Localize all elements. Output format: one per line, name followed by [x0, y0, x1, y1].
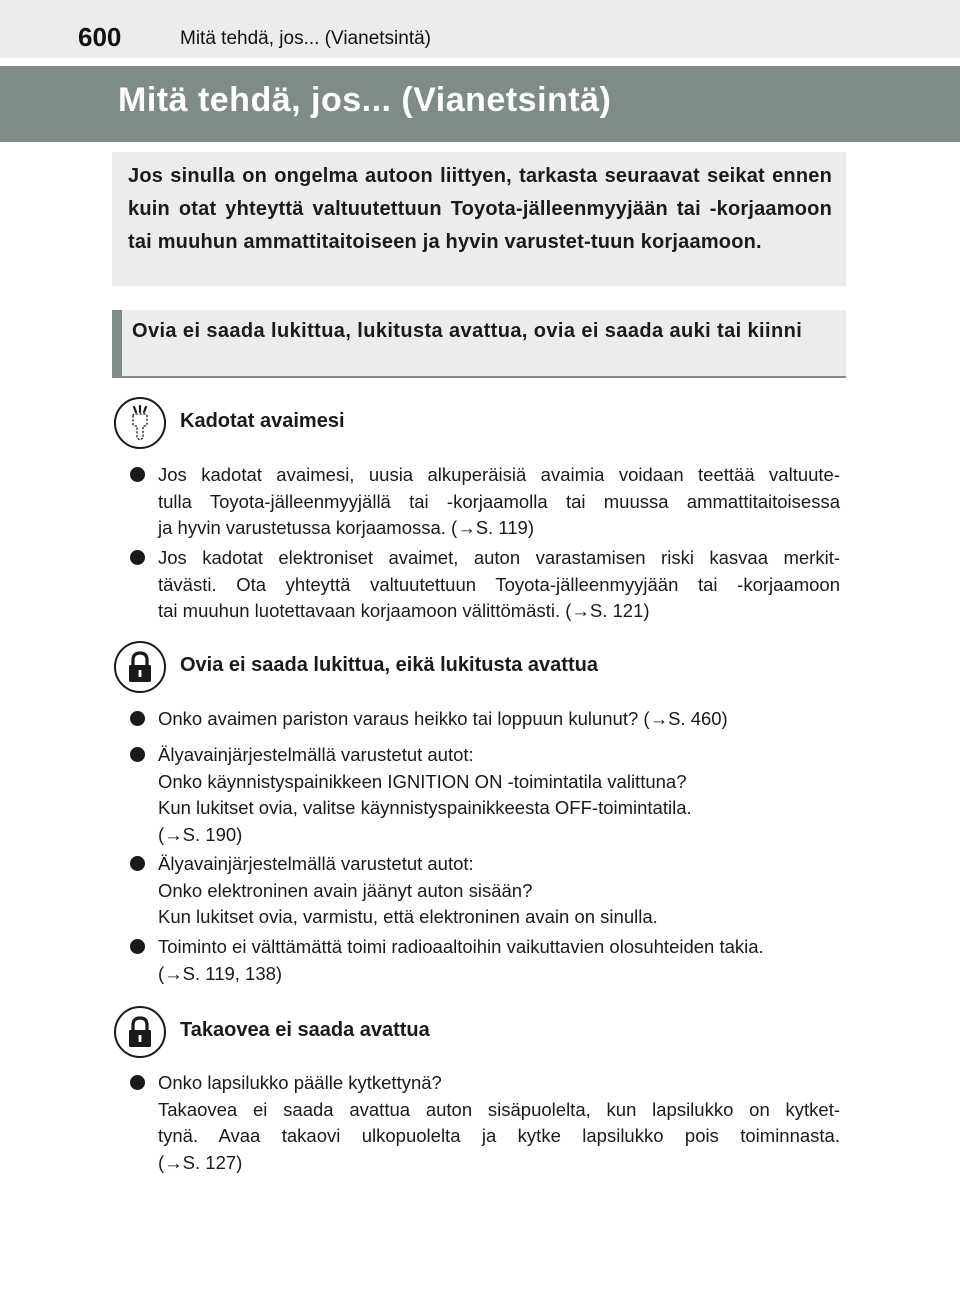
bullet-dot — [130, 747, 145, 762]
subsection-heading-lost-keys: Kadotat avaimesi — [180, 410, 345, 432]
lost-key-icon — [114, 397, 166, 449]
bullet-line: Onko elektroninen avain jäänyt auton sisään? — [158, 879, 533, 901]
list-item — [130, 706, 840, 733]
section-heading-box — [112, 310, 846, 378]
bullet-line: Kun lukitset ovia, varmistu, että elektroninen avain on sinulla. — [158, 906, 658, 927]
padlock-icon — [114, 1006, 166, 1058]
list-item — [130, 545, 840, 625]
bullet-line: (→S. 119, 138) — [158, 962, 283, 984]
bullet-dot — [130, 856, 145, 871]
bullet-line: Kun lukitset ovia, valitse käynnistyspainikkeesta OFF-toimintatila. — [158, 797, 692, 818]
bullet-line: (→S. 190) — [158, 823, 243, 845]
subsection-heading-rear-door: Takaovea ei saada avattua — [180, 1019, 430, 1041]
bullet-line: tulla Toyota-jälleenmyyjällä tai -korjaamolla tai muussa ammattitaitoisessa — [158, 490, 840, 512]
list-item — [130, 742, 840, 848]
subsection-heading-doors: Ovia ei saada lukittua, eikä lukitusta avattua — [180, 654, 598, 676]
bullet-line: Toiminto ei välttämättä toimi radioaaltoihin vaikuttavien olosuhteiden takia. — [158, 936, 764, 957]
bullet-dot — [130, 1075, 145, 1090]
bullet-line: (→S. 127) — [158, 1151, 243, 1173]
bullet-dot — [130, 939, 145, 954]
bullet-dot — [130, 550, 145, 565]
bullet-line: tävästi. Ota yhteyttä valtuutettuun Toyota-jälleenmyyjään tai -korjaamoon — [158, 573, 840, 595]
list-item — [130, 934, 840, 987]
list-item — [130, 851, 840, 931]
bullet-line: Jos kadotat elektroniset avaimet, auton varastamisen riski kasvaa merkit- — [158, 547, 840, 568]
page-title: Mitä tehdä, jos... (Vianetsintä) — [118, 81, 612, 119]
bullet-dot — [130, 711, 145, 726]
bullet-line: Älyavainjärjestelmällä varustetut autot: — [158, 853, 474, 874]
bullet-dot — [130, 467, 145, 482]
bullet-line: Onko lapsilukko päälle kytkettynä? — [158, 1072, 442, 1093]
bullet-line: tynä. Avaa takaovi ulkopuolelta ja kytke lapsilukko pois toiminnasta. — [158, 1125, 840, 1146]
padlock-icon — [114, 641, 166, 693]
bullet-line: Onko käynnistyspainikkeen IGNITION ON -toimintatila valittuna? — [158, 770, 687, 792]
section-heading: Ovia ei saada lukittua, lukitusta avattua, ovia ei saada auki tai kiinni — [132, 320, 803, 342]
list-item — [130, 1070, 840, 1176]
bullet-line: Onko avaimen pariston varaus heikko tai loppuun kulunut? (→S. 460) — [158, 708, 728, 729]
page-header-bar — [0, 0, 960, 58]
bullet-line: tai muuhun luotettavaan korjaamoon välittömästi. (→S. 121) — [158, 600, 650, 621]
intro-box — [112, 152, 846, 286]
bullet-line: Jos kadotat avaimesi, uusia alkuperäisiä avaimia voidaan teettää valtuute- — [158, 464, 840, 485]
page-number: 600 — [78, 22, 122, 52]
intro-text: Jos sinulla on ongelma autoon liittyen, tarkasta seuraavat seikat ennen kuin otat yhteyttä valtuutettuun Toyota-jälleenmyyjään tai -korjaamoon tai muuhun ammattitaitoiseen ja hyvin varustet-tuun korjaamoon. — [128, 165, 832, 253]
bullet-line: ja hyvin varustetussa korjaamossa. (→S. 119) — [158, 517, 534, 538]
bullet-line: Takaovea ei saada avattua auton sisäpuolelta, kun lapsilukko on kytket- — [158, 1098, 840, 1120]
list-item — [130, 462, 840, 542]
bullet-line: Älyavainjärjestelmällä varustetut autot: — [158, 744, 474, 765]
running-head: Mitä tehdä, jos... (Vianetsintä) — [180, 28, 431, 49]
